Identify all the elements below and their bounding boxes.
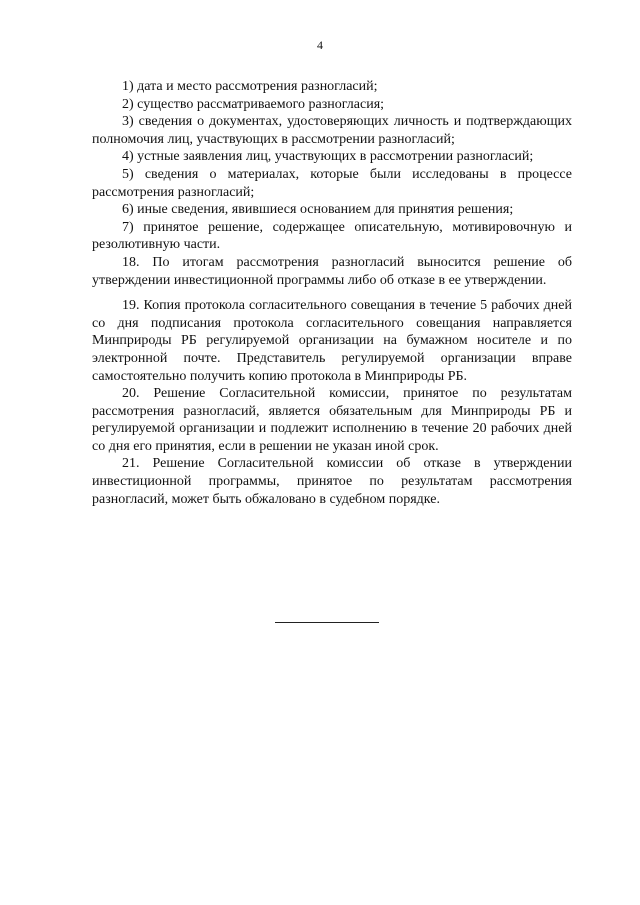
document-body	[92, 78, 572, 508]
item-5-materials: 5) сведения о материалах, которые были исследованы в процессе рассмотрения разногласий;	[92, 166, 572, 200]
clause-21: 21. Решение Согласительной комиссии об отказе в утверждении инвестиционной программы, принятое по результатам рассмотрения разногласий, может быть обжаловано в судебном порядке.	[92, 456, 572, 507]
item-3-identity-documents: 3) сведения о документах, удостоверяющих личность и подтверждающих полномочия лиц, участвующих в рассмотрении разногласий;	[92, 114, 572, 147]
item-6-other-info: 6) иные сведения, явившиеся основанием для принятия решения;	[122, 202, 514, 218]
item-2-essence: 2) существо рассматриваемого разногласия;	[122, 96, 385, 112]
clause-18: 18. По итогам рассмотрения разногласий выносится решение об утверждении инвестиционной программы либо об отказе в ее утверждении.	[92, 254, 572, 288]
clause-19: 19. Копия протокола согласительного совещания в течение 5 рабочих дней со дня подписания протокола согласительного совещания направляется Минприроды РБ регулируемой организации на бумажном носителе и по электронной почте. Представитель регулируемой организации вправе самостоятельно получить копию протокола в Минприроды РБ.	[92, 298, 572, 384]
clause-20: 20. Решение Согласительной комиссии, принятое по результатам рассмотрения разногласий, является обязательным для Минприроды РБ и регулируемой организации и подлежит исполнению в течение 20 рабочих дней со дня его принятия, если в решении не указан иной срок.	[92, 386, 572, 454]
item-7-decision: 7) принятое решение, содержащее описательную, мотивировочную и резолютивную части.	[92, 219, 572, 253]
page-number: 4	[317, 38, 323, 52]
item-1-date-and-place: 1) дата и место рассмотрения разногласий;	[122, 79, 378, 94]
item-4-oral-statements: 4) устные заявления лиц, участвующих в рассмотрении разногласий;	[122, 149, 534, 165]
end-of-document-rule	[275, 622, 379, 623]
